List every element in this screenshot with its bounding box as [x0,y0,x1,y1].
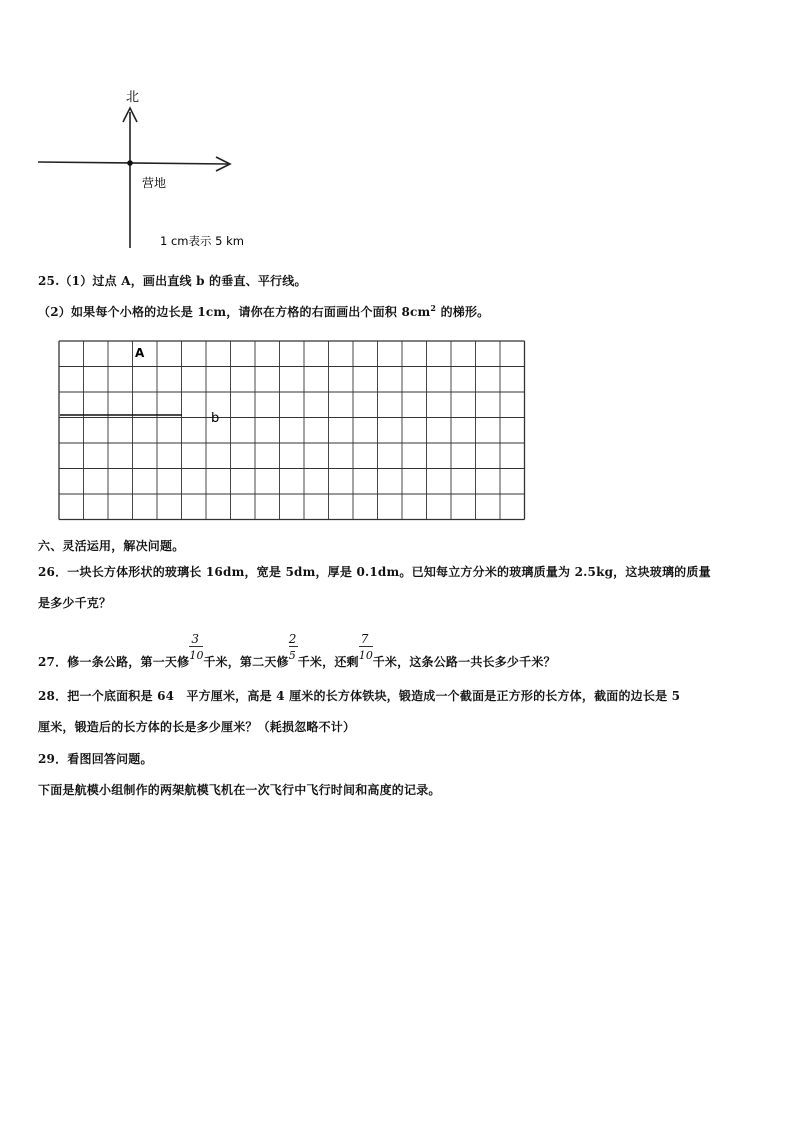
q29-title: 29．看图回答问题。 [38,752,153,766]
compass-figure [30,82,270,257]
scale-label: 1 cm表示 5 km [160,234,244,248]
q29-desc: 下面是航模小组制作的两架航模飞机在一次飞行中飞行时间和高度的记录。 [38,783,441,797]
fraction-2-5: $\frac{2}{5}$ [288,632,297,662]
section6-heading: 六、灵活运用，解决问题。 [38,539,185,553]
q25-part2-suffix: 的梯形。 [436,305,490,319]
east-axis [38,162,228,164]
camp-point [127,160,133,166]
q27-part-d: 千米，这条公路一共长多少千米？ [372,655,556,669]
fraction-7-10: $\frac{7}{10}$ [358,632,374,662]
q26-line1: 26．一块长方体形状的玻璃长 16dm，宽是 5dm，厚是 0.1dm。已知每立方分米的玻璃质量为 2.5kg，这块玻璃的质量 [38,565,711,579]
q28-line2: 厘米，锻造后的长方体的长是多少厘米？（耗损忽略不计） [38,720,356,734]
q25-part2-sup: 2 [430,303,437,313]
north-label: 北 [126,90,140,105]
square-grid [55,338,530,523]
q27-part-c: 千米，还剩 [297,655,359,669]
line-b-label: b [211,411,220,426]
grid-lines [59,341,525,520]
q25-part2 [38,303,489,320]
q27-part-a: 27．修一条公路，第一天修 [38,655,190,669]
camp-label: 营地 [142,176,167,190]
fraction-3-10: $\frac{3}{10}$ [189,632,204,662]
q25-part1: 25.（1）过点 A，画出直线 b 的垂直、平行线。 [38,274,307,288]
q26-line2: 是多少千克？ [38,596,112,610]
q27 [38,632,556,670]
q27-part-b: 千米，第二天修 [203,655,289,669]
q25-part2-prefix: （2）如果每个小格的边长是 1cm，请你在方格的右面画出个面积 8cm [38,305,431,319]
q28-line1: 28．把一个底面积是 64 平方厘米，高是 4 厘米的长方体铁块，锻造成一个截面是正方形的长方体，截面的边长是 5 [38,689,681,703]
point-a-label: A [135,346,145,360]
